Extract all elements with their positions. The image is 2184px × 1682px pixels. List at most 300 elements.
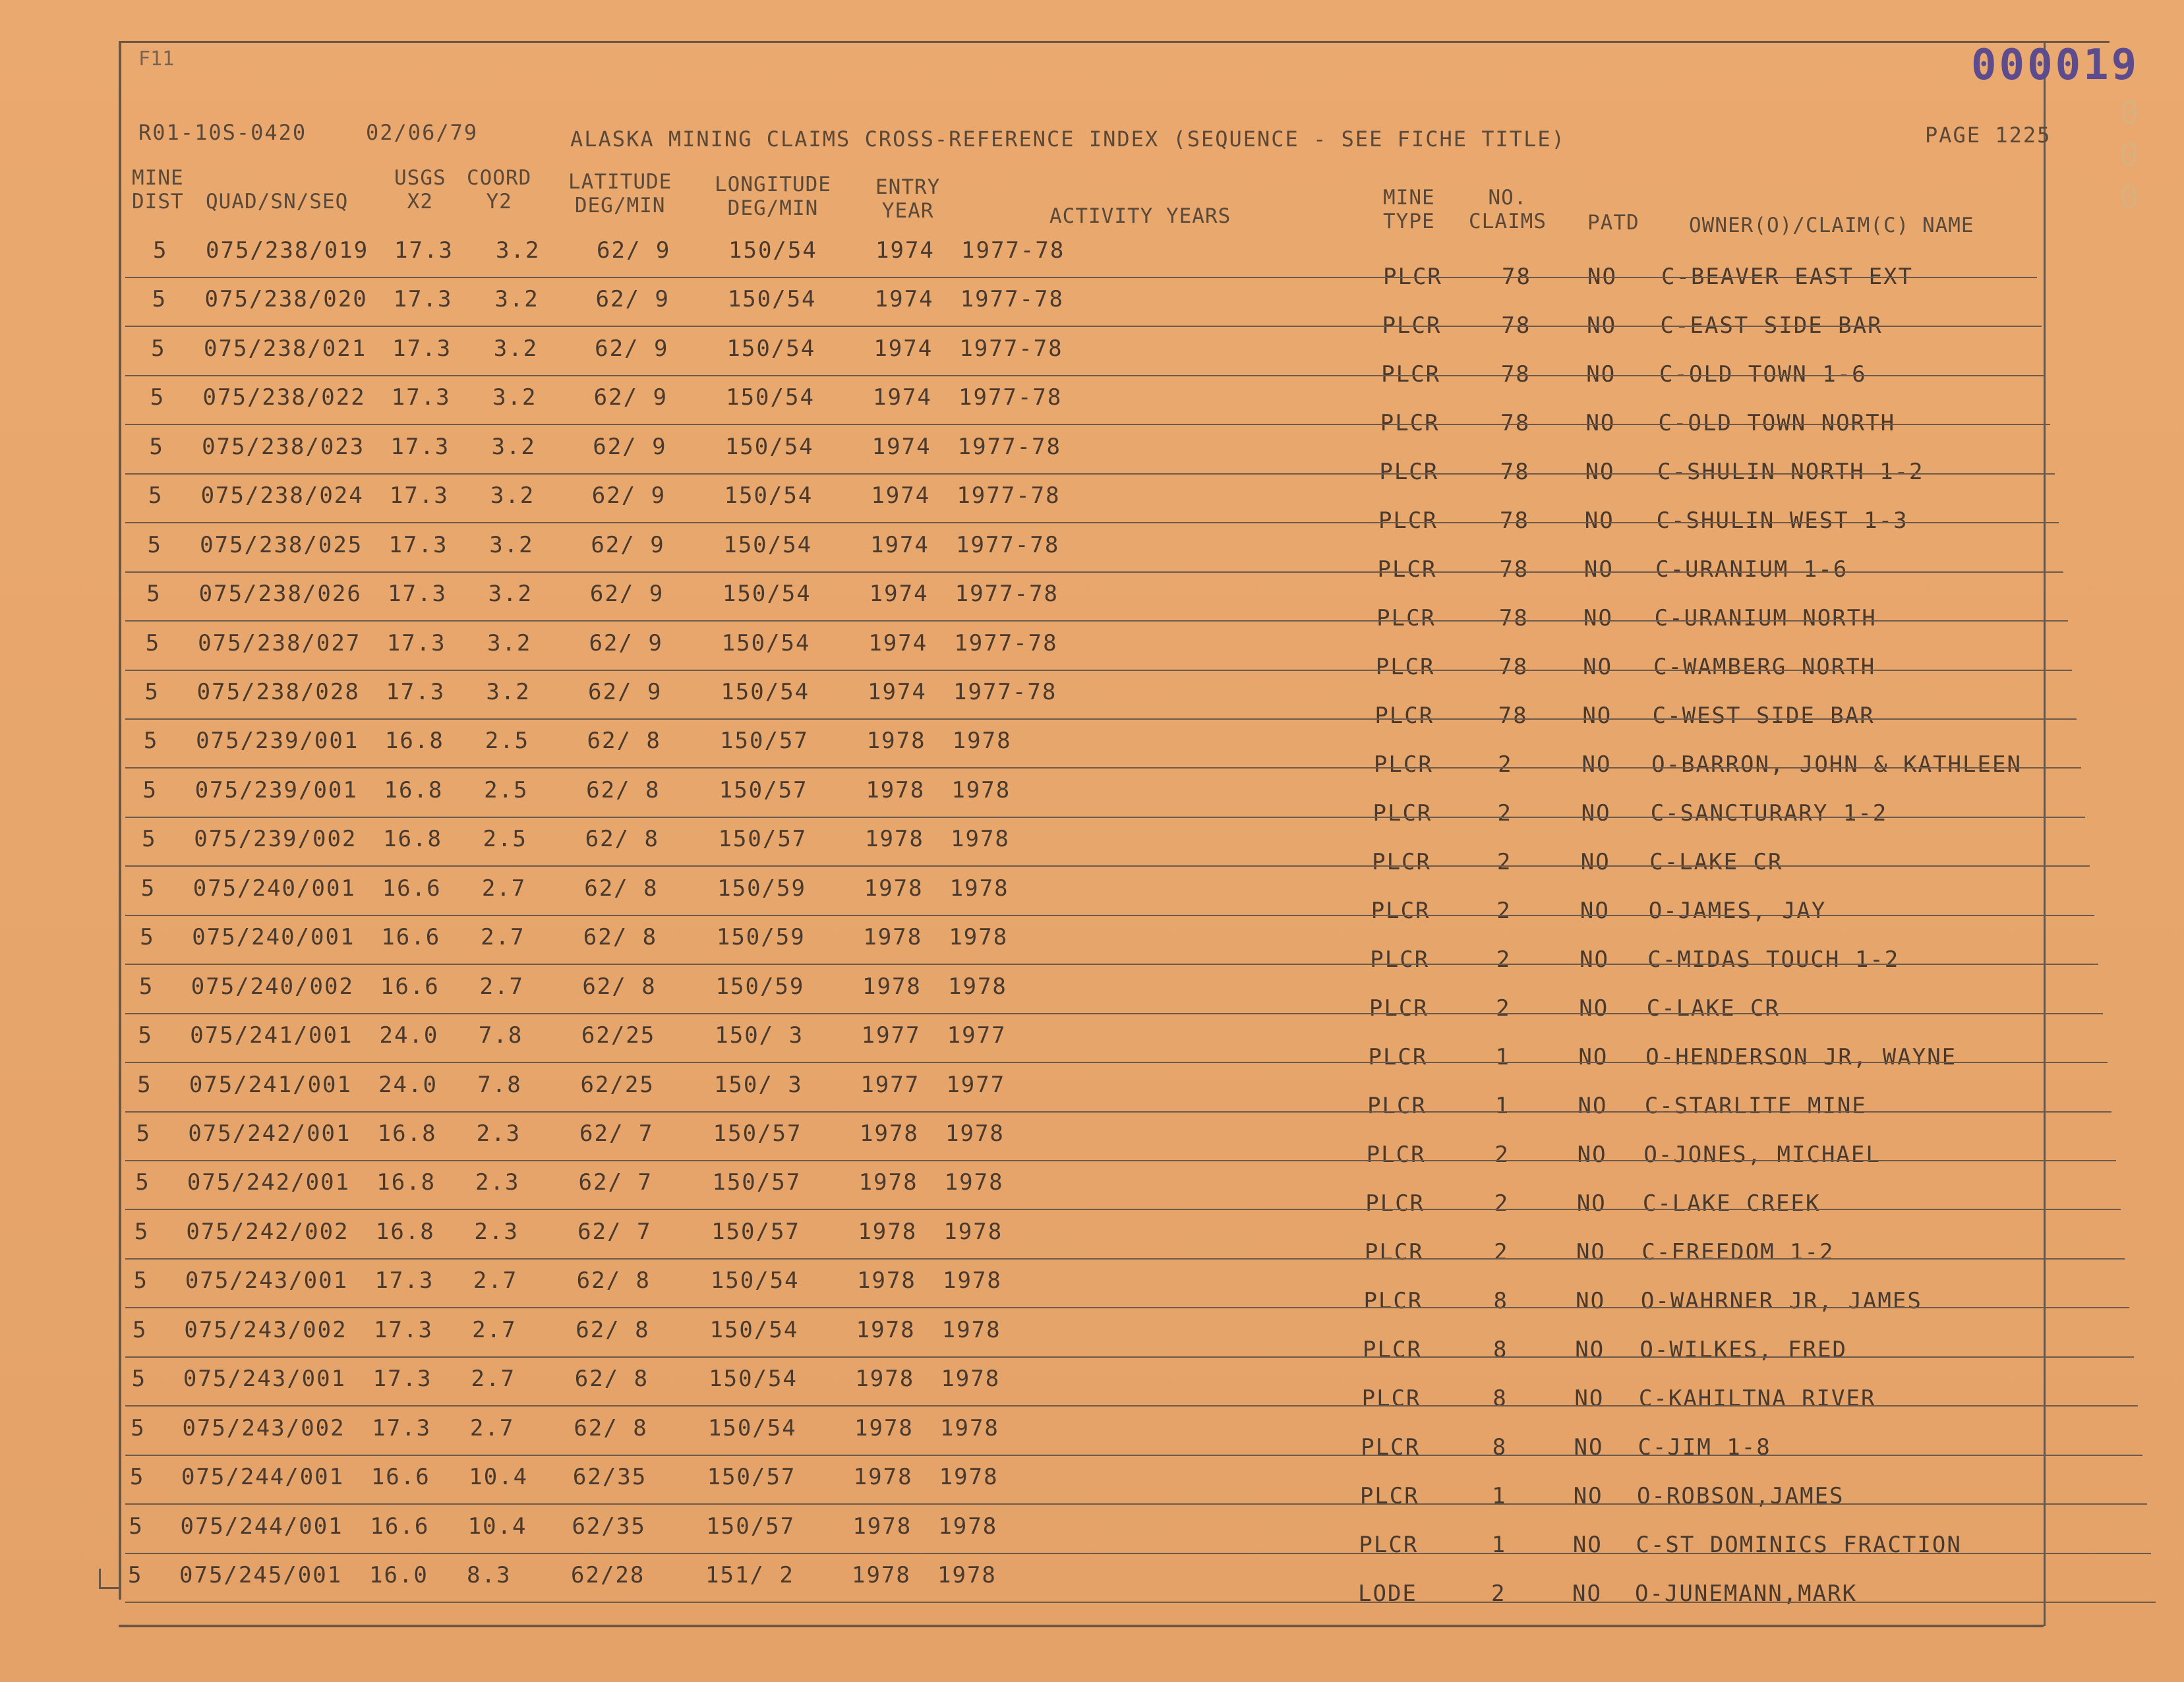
row-divider [125, 277, 2037, 278]
cell-latitude: 62/ 8 [576, 1267, 651, 1294]
cell-mine-type: PLCR [1371, 897, 1431, 924]
report-title: ALASKA MINING CLAIMS CROSS-REFERENCE INDEX (SEQUENCE - SEE FICHE TITLE) [570, 127, 1566, 152]
cell-mine-type: PLCR [1383, 264, 1442, 290]
cell-entry-year: 1974 [868, 629, 928, 656]
cell-activity-years: 1977-78 [956, 531, 1060, 558]
cell-usgs-x2: 16.8 [376, 1169, 436, 1196]
cell-coord-y2: 3.2 [488, 581, 533, 608]
cell-activity-years: 1977-78 [957, 482, 1061, 509]
cell-quad-sn-seq: 075/238/023 [202, 433, 365, 460]
table-row [0, 1415, 2184, 1464]
cell-latitude: 62/35 [572, 1513, 646, 1540]
cell-activity-years: 1978 [949, 875, 1009, 902]
cell-mine-type: PLCR [1367, 1092, 1427, 1119]
cell-coord-y2: 2.3 [476, 1120, 521, 1147]
cell-no-claims: 2 [1496, 995, 1511, 1022]
cell-owner-claim-name: C-LAKE CR [1646, 995, 1780, 1022]
cell-owner-claim-name: O-JUNEMANN,MARK [1635, 1580, 1858, 1607]
cell-mine-type: PLCR [1363, 1287, 1423, 1314]
cell-mine-type: PLCR [1368, 1043, 1428, 1070]
cell-no-claims: 78 [1499, 556, 1529, 583]
cell-entry-year: 1978 [866, 728, 926, 755]
cell-coord-y2: 10.4 [469, 1464, 529, 1491]
cell-mine-type: PLCR [1361, 1434, 1421, 1461]
cell-coord-y2: 10.4 [467, 1513, 527, 1540]
cell-mine-dist: 5 [138, 973, 154, 1000]
row-divider [125, 1062, 2108, 1063]
cell-patd: NO [1574, 1434, 1604, 1461]
cell-entry-year: 1978 [864, 875, 924, 902]
cell-no-claims: 78 [1500, 458, 1530, 485]
table-row [0, 1366, 2184, 1414]
cell-entry-year: 1978 [858, 1169, 918, 1196]
cell-mine-type: PLCR [1379, 458, 1439, 485]
col-header-latitude: LATITUDE DEG/MIN [568, 170, 672, 218]
cell-quad-sn-seq: 075/243/002 [182, 1414, 345, 1441]
cell-activity-years: 1977 [946, 1071, 1006, 1098]
cell-quad-sn-seq: 075/242/001 [187, 1169, 351, 1196]
cell-entry-year: 1974 [874, 286, 934, 313]
cell-mine-type: PLCR [1382, 312, 1442, 339]
cell-usgs-x2: 17.3 [374, 1316, 433, 1343]
cell-entry-year: 1974 [869, 581, 929, 608]
cell-owner-claim-name: C-LAKE CREEK [1642, 1190, 1821, 1217]
cell-patd: NO [1579, 995, 1609, 1022]
cell-activity-years: 1977-78 [957, 433, 1061, 460]
frame-top-border [119, 41, 2110, 43]
cell-entry-year: 1978 [866, 776, 926, 803]
cell-patd: NO [1583, 556, 1614, 583]
cell-longitude: 150/54 [709, 1316, 799, 1343]
cell-owner-claim-name: C-OLD TOWN NORTH [1658, 409, 1896, 436]
cell-coord-y2: 2.7 [469, 1414, 515, 1441]
cell-entry-year: 1978 [862, 973, 922, 1000]
cell-patd: NO [1581, 751, 1612, 778]
table-row [0, 1513, 2184, 1562]
row-divider [125, 424, 2050, 425]
cell-activity-years: 1977-78 [959, 384, 1063, 411]
cell-activity-years: 1978 [941, 1366, 1001, 1393]
cell-quad-sn-seq: 075/243/001 [185, 1267, 349, 1294]
cell-patd: NO [1578, 1043, 1608, 1070]
cell-patd: NO [1574, 1385, 1605, 1412]
cell-mine-type: PLCR [1361, 1385, 1421, 1412]
cell-no-claims: 78 [1500, 507, 1529, 534]
cell-entry-year: 1978 [855, 1366, 915, 1393]
cell-coord-y2: 2.3 [474, 1218, 519, 1245]
cell-usgs-x2: 17.3 [392, 335, 452, 362]
cell-longitude: 150/57 [720, 728, 809, 755]
report-id: R01-10S-0420 [138, 120, 307, 145]
table-row [0, 433, 2184, 485]
cell-no-claims: 2 [1497, 799, 1512, 826]
cell-mine-type: PLCR [1375, 653, 1435, 680]
cell-patd: NO [1576, 1287, 1606, 1314]
cell-coord-y2: 3.2 [486, 679, 531, 705]
cell-latitude: 62/25 [580, 1071, 655, 1098]
table-row [0, 630, 2184, 679]
cell-longitude: 150/54 [721, 629, 811, 656]
table-row [0, 728, 2184, 776]
cell-latitude: 62/ 8 [587, 728, 661, 755]
cell-quad-sn-seq: 075/238/022 [202, 384, 366, 411]
cell-mine-dist: 5 [129, 1464, 145, 1491]
cell-latitude: 62/ 8 [576, 1316, 650, 1343]
row-divider [125, 522, 2059, 523]
cell-mine-type: PLCR [1359, 1482, 1419, 1509]
cell-mine-dist: 5 [151, 335, 166, 362]
table-row [0, 335, 2184, 388]
cell-mine-type: PLCR [1364, 1238, 1424, 1265]
report-date: 02/06/79 [366, 120, 479, 145]
col-header-patd: PATD [1587, 211, 1639, 235]
cell-coord-y2: 3.2 [490, 482, 535, 509]
cell-no-claims: 2 [1496, 897, 1512, 924]
table-row [0, 1022, 2184, 1071]
cell-coord-y2: 2.7 [473, 1267, 518, 1294]
cell-owner-claim-name: O-WILKES, FRED [1639, 1336, 1847, 1363]
cell-no-claims: 2 [1496, 946, 1512, 973]
cell-latitude: 62/ 7 [578, 1169, 653, 1196]
row-divider [125, 1258, 2125, 1260]
cell-usgs-x2: 24.0 [378, 1071, 438, 1098]
table-row [0, 237, 2184, 290]
cell-patd: NO [1573, 1482, 1603, 1509]
cell-owner-claim-name: C-EAST SIDE BAR [1660, 312, 1883, 339]
cell-usgs-x2: 24.0 [379, 1022, 439, 1049]
cell-quad-sn-seq: 075/242/001 [188, 1120, 351, 1147]
cell-mine-dist: 5 [140, 924, 155, 951]
cell-quad-sn-seq: 075/238/026 [198, 581, 362, 608]
cell-no-claims: 2 [1494, 1142, 1510, 1168]
cell-mine-dist: 5 [148, 482, 163, 509]
cell-quad-sn-seq: 075/243/002 [184, 1316, 347, 1343]
cell-latitude: 62/ 8 [583, 924, 658, 951]
cell-latitude: 62/25 [581, 1022, 656, 1049]
cell-latitude: 62/ 8 [574, 1366, 649, 1393]
cell-no-claims: 78 [1501, 312, 1531, 339]
cell-activity-years: 1978 [951, 826, 1010, 853]
cell-no-claims: 2 [1494, 1190, 1510, 1217]
cell-mine-type: PLCR [1365, 1190, 1425, 1217]
table-row [0, 875, 2184, 924]
cell-coord-y2: 7.8 [477, 1071, 522, 1098]
cell-entry-year: 1974 [873, 335, 933, 362]
cell-no-claims: 78 [1500, 409, 1531, 436]
cell-no-claims: 8 [1492, 1336, 1508, 1363]
cell-longitude: 150/54 [726, 335, 816, 362]
cell-longitude: 150/57 [707, 1464, 796, 1491]
cell-patd: NO [1581, 799, 1611, 826]
row-divider [125, 1307, 2129, 1308]
cell-patd: NO [1587, 264, 1617, 290]
row-divider [125, 1356, 2134, 1358]
cell-coord-y2: 2.7 [472, 1316, 517, 1343]
cell-mine-dist: 5 [153, 237, 168, 264]
cell-mine-type: PLCR [1381, 361, 1441, 388]
row-divider [125, 473, 2055, 475]
col-header-quad: QUAD/SN/SEQ [206, 190, 349, 214]
cell-owner-claim-name: C-ST DOMINICS FRACTION [1636, 1531, 1962, 1558]
cell-patd: NO [1580, 848, 1610, 875]
cell-usgs-x2: 16.8 [383, 826, 442, 853]
cell-quad-sn-seq: 075/242/002 [186, 1218, 349, 1245]
row-divider [125, 865, 2090, 867]
cell-entry-year: 1978 [856, 1316, 916, 1343]
cell-activity-years: 1978 [940, 1414, 999, 1441]
cell-no-claims: 8 [1493, 1287, 1509, 1314]
cell-owner-claim-name: C-LAKE CR [1649, 848, 1783, 875]
cell-quad-sn-seq: 075/238/028 [196, 679, 360, 705]
cell-owner-claim-name: C-OLD TOWN 1-6 [1659, 361, 1867, 388]
cell-no-claims: 2 [1491, 1580, 1506, 1607]
cell-quad-sn-seq: 075/243/001 [183, 1366, 347, 1393]
cell-no-claims: 2 [1498, 751, 1513, 778]
cell-mine-type: PLCR [1369, 995, 1429, 1022]
cell-latitude: 62/28 [571, 1562, 645, 1588]
cell-entry-year: 1974 [868, 679, 927, 705]
cell-patd: NO [1579, 946, 1610, 973]
row-divider [125, 964, 2098, 965]
cell-activity-years: 1977-78 [959, 335, 1063, 362]
col-header-longitude: LONGITUDE DEG/MIN [715, 173, 831, 220]
cell-activity-years: 1977 [947, 1022, 1007, 1049]
cell-latitude: 62/ 9 [588, 679, 663, 705]
cell-activity-years: 1978 [945, 1120, 1005, 1147]
cell-mine-dist: 5 [152, 286, 167, 313]
table-row [0, 286, 2184, 339]
cell-mine-dist: 5 [133, 1267, 148, 1294]
cell-entry-year: 1974 [873, 384, 932, 411]
cell-usgs-x2: 17.3 [386, 679, 446, 705]
cell-no-claims: 2 [1496, 848, 1512, 875]
cell-mine-dist: 5 [138, 1022, 153, 1049]
row-divider [125, 1209, 2121, 1210]
table-row [0, 924, 2184, 973]
cell-coord-y2: 2.7 [481, 875, 527, 902]
cell-usgs-x2: 16.8 [384, 728, 444, 755]
cell-mine-type: PLCR [1378, 507, 1438, 534]
cell-coord-y2: 3.2 [489, 531, 534, 558]
cell-usgs-x2: 16.6 [370, 1464, 430, 1491]
cell-usgs-x2: 17.3 [386, 629, 446, 656]
table-row [0, 532, 2184, 581]
cell-longitude: 150/ 3 [715, 1022, 804, 1049]
cell-owner-claim-name: C-SHULIN WEST 1-3 [1656, 507, 1908, 534]
cell-owner-claim-name: C-FREEDOM 1-2 [1641, 1238, 1835, 1265]
cell-coord-y2: 3.2 [492, 384, 537, 411]
cell-latitude: 62/35 [572, 1464, 647, 1491]
cell-quad-sn-seq: 075/240/001 [192, 875, 356, 902]
cell-mine-type: PLCR [1376, 604, 1436, 631]
cell-patd: NO [1578, 1092, 1608, 1119]
cell-mine-dist: 5 [140, 875, 156, 902]
table-row [0, 1169, 2184, 1218]
table-row [0, 1464, 2184, 1513]
cell-activity-years: 1977-78 [960, 286, 1064, 313]
cell-mine-dist: 5 [147, 531, 163, 558]
row-divider [125, 915, 2094, 916]
cell-mine-dist: 5 [133, 1316, 148, 1343]
cell-quad-sn-seq: 075/245/001 [179, 1562, 343, 1588]
cell-activity-years: 1978 [937, 1562, 997, 1588]
cell-usgs-x2: 17.3 [391, 384, 451, 411]
cell-entry-year: 1974 [871, 433, 931, 460]
cell-owner-claim-name: C-WAMBERG NORTH [1653, 653, 1876, 680]
cell-activity-years: 1978 [948, 973, 1007, 1000]
cell-coord-y2: 2.7 [471, 1366, 516, 1393]
col-header-mine-type: MINE TYPE [1383, 186, 1435, 233]
cell-activity-years: 1977-78 [953, 679, 1057, 705]
cell-longitude: 150/59 [715, 973, 805, 1000]
cell-mine-type: PLCR [1373, 751, 1433, 778]
cell-quad-sn-seq: 075/238/027 [198, 629, 361, 656]
cell-patd: NO [1576, 1190, 1607, 1217]
row-divider [125, 1160, 2116, 1161]
cell-usgs-x2: 17.3 [393, 286, 453, 313]
cell-owner-claim-name: C-BEAVER EAST EXT [1661, 264, 1913, 290]
cell-quad-sn-seq: 075/238/024 [200, 482, 364, 509]
row-divider [125, 326, 2042, 327]
cell-activity-years: 1978 [949, 924, 1009, 951]
cell-mine-dist: 5 [129, 1513, 144, 1540]
cell-latitude: 62/ 9 [595, 335, 669, 362]
cell-entry-year: 1974 [875, 237, 935, 264]
cell-usgs-x2: 16.6 [380, 973, 440, 1000]
cell-quad-sn-seq: 075/238/020 [204, 286, 368, 313]
cell-entry-year: 1978 [860, 1120, 919, 1147]
cell-latitude: 62/ 9 [593, 384, 668, 411]
cell-patd: NO [1584, 507, 1614, 534]
cell-mine-dist: 5 [146, 581, 162, 608]
cell-longitude: 150/54 [709, 1366, 798, 1393]
cell-longitude: 150/59 [716, 924, 806, 951]
cell-latitude: 62/ 7 [577, 1218, 652, 1245]
cell-longitude: 150/57 [713, 1120, 802, 1147]
cell-quad-sn-seq: 075/239/001 [194, 776, 358, 803]
row-divider [125, 620, 2068, 622]
cell-coord-y2: 3.2 [496, 237, 541, 264]
row-divider [125, 1013, 2103, 1014]
cell-usgs-x2: 17.3 [389, 482, 449, 509]
cell-longitude: 150/57 [712, 1169, 802, 1196]
faded-stamp-mark: 0 0 0 [2119, 95, 2139, 216]
row-divider [125, 571, 2063, 573]
cell-quad-sn-seq: 075/238/021 [204, 335, 367, 362]
cell-activity-years: 1977-78 [955, 581, 1059, 608]
row-divider [125, 1553, 2151, 1554]
cell-coord-y2: 2.5 [485, 728, 530, 755]
cell-no-claims: 2 [1494, 1238, 1509, 1265]
row-divider [125, 718, 2077, 720]
cell-no-claims: 78 [1498, 604, 1529, 631]
cell-quad-sn-seq: 075/239/002 [194, 826, 357, 853]
cell-latitude: 62/ 8 [574, 1414, 648, 1441]
cell-usgs-x2: 17.3 [394, 237, 454, 264]
cell-quad-sn-seq: 075/238/025 [200, 531, 363, 558]
cell-mine-type: PLCR [1374, 703, 1434, 729]
cell-longitude: 150/57 [719, 776, 808, 803]
cell-mine-type: LODE [1358, 1580, 1417, 1607]
col-header-no-claims: NO. CLAIMS [1469, 186, 1547, 233]
cell-mine-type: PLCR [1377, 556, 1437, 583]
cell-longitude: 150/54 [724, 482, 813, 509]
row-divider [125, 1602, 2156, 1603]
cell-no-claims: 78 [1500, 361, 1531, 388]
cell-longitude: 150/54 [727, 286, 817, 313]
cell-quad-sn-seq: 075/244/001 [180, 1513, 343, 1540]
cell-mine-dist: 5 [142, 776, 158, 803]
row-divider [125, 767, 2081, 768]
cell-mine-dist: 5 [149, 433, 164, 460]
cell-longitude: 150/57 [706, 1513, 796, 1540]
cell-owner-claim-name: O-HENDERSON JR, WAYNE [1645, 1043, 1957, 1070]
cell-owner-claim-name: C-URANIUM NORTH [1654, 604, 1877, 631]
cell-usgs-x2: 17.3 [372, 1414, 432, 1441]
cell-coord-y2: 7.8 [478, 1022, 523, 1049]
cell-patd: NO [1579, 897, 1610, 924]
row-divider [125, 1405, 2138, 1406]
cell-patd: NO [1583, 653, 1613, 680]
cell-patd: NO [1576, 1238, 1606, 1265]
cell-coord-y2: 2.3 [475, 1169, 520, 1196]
cell-no-claims: 1 [1495, 1043, 1510, 1070]
cell-entry-year: 1978 [863, 924, 923, 951]
col-header-mine-dist: MINE DIST [132, 166, 184, 214]
cell-quad-sn-seq: 075/240/001 [192, 924, 355, 951]
cell-owner-claim-name: O-ROBSON,JAMES [1636, 1482, 1845, 1509]
cell-usgs-x2: 16.0 [369, 1562, 428, 1588]
table-row [0, 1317, 2184, 1366]
cell-latitude: 62/ 9 [593, 433, 667, 460]
cell-coord-y2: 2.5 [484, 776, 529, 803]
cell-mine-type: PLCR [1359, 1531, 1419, 1558]
cell-coord-y2: 3.2 [491, 433, 536, 460]
cell-coord-y2: 2.7 [479, 973, 524, 1000]
row-divider [125, 817, 2085, 818]
cell-latitude: 62/ 9 [591, 482, 666, 509]
cell-entry-year: 1977 [860, 1071, 920, 1098]
cell-usgs-x2: 17.3 [388, 531, 448, 558]
table-row [0, 1267, 2184, 1316]
cell-longitude: 150/57 [711, 1218, 800, 1245]
cell-mine-dist: 5 [144, 679, 160, 705]
cell-longitude: 150/54 [707, 1414, 797, 1441]
cell-entry-year: 1978 [852, 1562, 911, 1588]
cell-usgs-x2: 17.3 [390, 433, 450, 460]
cell-coord-y2: 3.2 [487, 629, 532, 656]
table-row [0, 1120, 2184, 1169]
cell-mine-dist: 5 [137, 1071, 152, 1098]
corner-tag: F11 [138, 47, 175, 71]
cell-no-claims: 8 [1492, 1434, 1508, 1461]
table-row [0, 679, 2184, 728]
page-label: PAGE 1225 [1925, 123, 2051, 148]
cell-no-claims: 1 [1494, 1092, 1510, 1119]
cell-entry-year: 1978 [852, 1513, 912, 1540]
row-divider [125, 375, 2046, 376]
cell-latitude: 62/ 8 [585, 826, 660, 853]
cell-coord-y2: 3.2 [494, 286, 539, 313]
cell-owner-claim-name: O-JONES, MICHAEL [1643, 1142, 1881, 1168]
cell-coord-y2: 2.7 [481, 924, 525, 951]
cell-mine-dist: 5 [143, 728, 159, 755]
cell-owner-claim-name: C-SANCTURARY 1-2 [1650, 799, 1888, 826]
cell-mine-type: PLCR [1363, 1336, 1422, 1363]
table-row [0, 826, 2184, 875]
cell-patd: NO [1572, 1531, 1603, 1558]
cell-mine-type: PLCR [1370, 946, 1430, 973]
